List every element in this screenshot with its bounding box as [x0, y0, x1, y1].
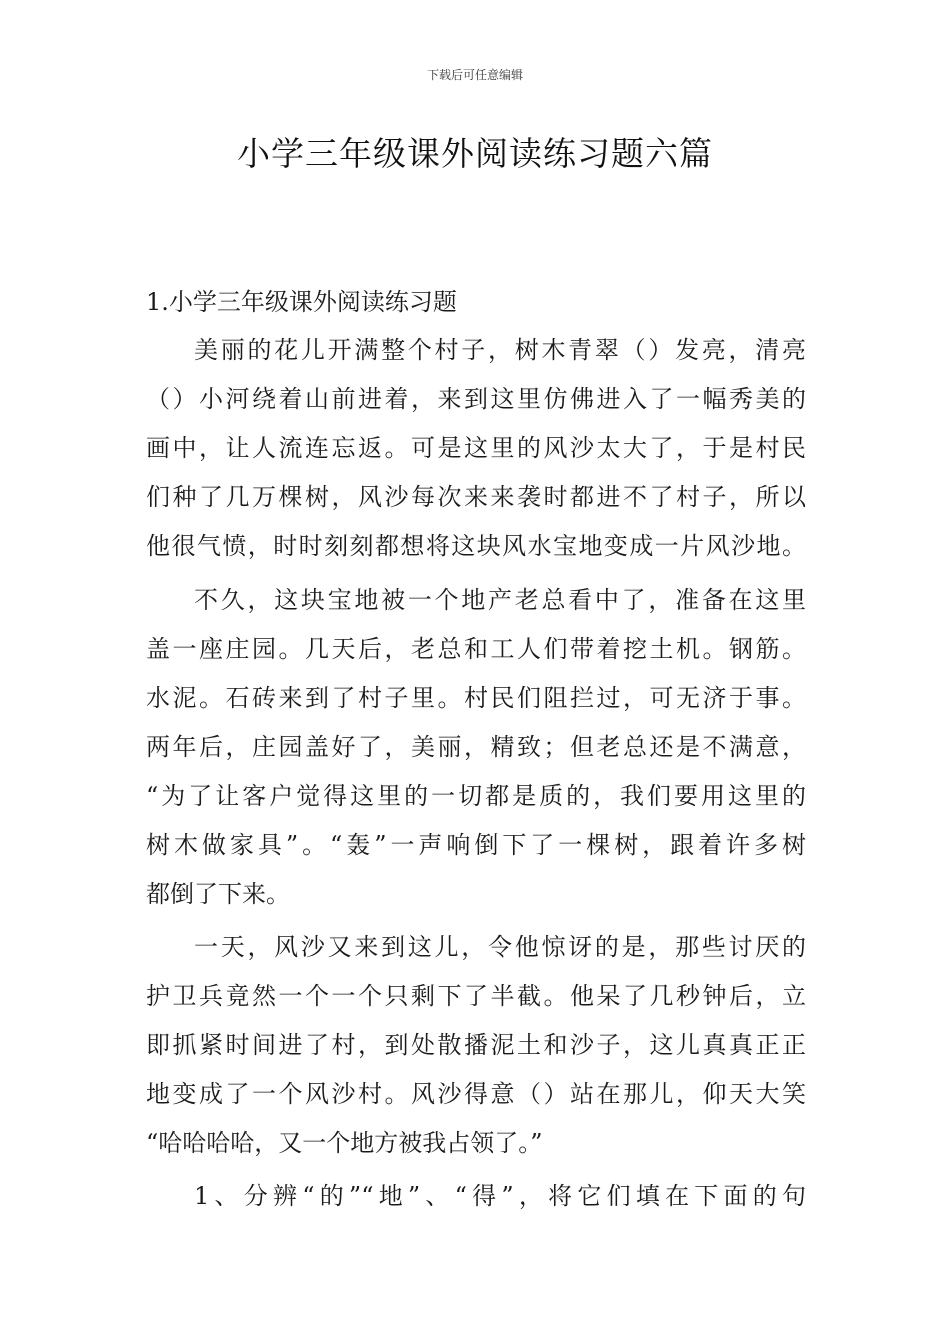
paragraph-line: 水泥。石砖来到了村子里。村民们阻拦过，可无济于事。 [146, 684, 806, 712]
question-line: 1、分辨“的”“地”、“得”，将它们填在下面的句 [194, 1182, 806, 1210]
paragraph-line: “为了让客户觉得这里的一切都是质的，我们要用这里的 [146, 782, 806, 810]
paragraph-line: 画中，让人流连忘返。可是这里的风沙太大了，于是村民 [146, 434, 806, 462]
paragraph-line: 美丽的花儿开满整个村子，树木青翠（）发亮，清亮 [194, 336, 806, 364]
paragraph-line: 地变成了一个风沙村。风沙得意（）站在那儿，仰天大笑 [146, 1080, 806, 1108]
paragraph-line: 即抓紧时间进了村，到处散播泥土和沙子，这儿真真正正 [146, 1031, 806, 1059]
section-heading: 1.小学三年级课外阅读练习题 [146, 288, 457, 316]
page-header-note: 下载后可任意编辑 [426, 68, 523, 82]
paragraph-line: 一天，风沙又来到这儿，令他惊讶的是，那些讨厌的 [194, 933, 806, 961]
paragraph-line: 盖一座庄园。几天后，老总和工人们带着挖土机。钢筋。 [146, 635, 806, 663]
paragraph-line: 们种了几万棵树，风沙每次来来袭时都进不了村子，所以 [146, 483, 806, 511]
paragraph-line: 都倒了下来。 [146, 880, 290, 908]
paragraph-line: 护卫兵竟然一个一个只剩下了半截。他呆了几秒钟后，立 [146, 982, 806, 1010]
document-title: 小学三年级课外阅读练习题六篇 [237, 134, 713, 173]
paragraph-line: 不久，这块宝地被一个地产老总看中了，准备在这里 [194, 586, 806, 614]
paragraph-line: 他很气愤，时时刻刻都想将这块风水宝地变成一片风沙地。 [146, 532, 806, 560]
paragraph-line: 树木做家具”。“轰”一声响倒下了一棵树，跟着许多树 [146, 831, 806, 859]
paragraph-line: 两年后，庄园盖好了，美丽，精致；但老总还是不满意， [146, 733, 806, 761]
paragraph-line: （）小河绕着山前进着，来到这里仿佛进入了一幅秀美的 [146, 385, 806, 413]
paragraph-line: “哈哈哈哈，又一个地方被我占领了。” [146, 1129, 543, 1157]
